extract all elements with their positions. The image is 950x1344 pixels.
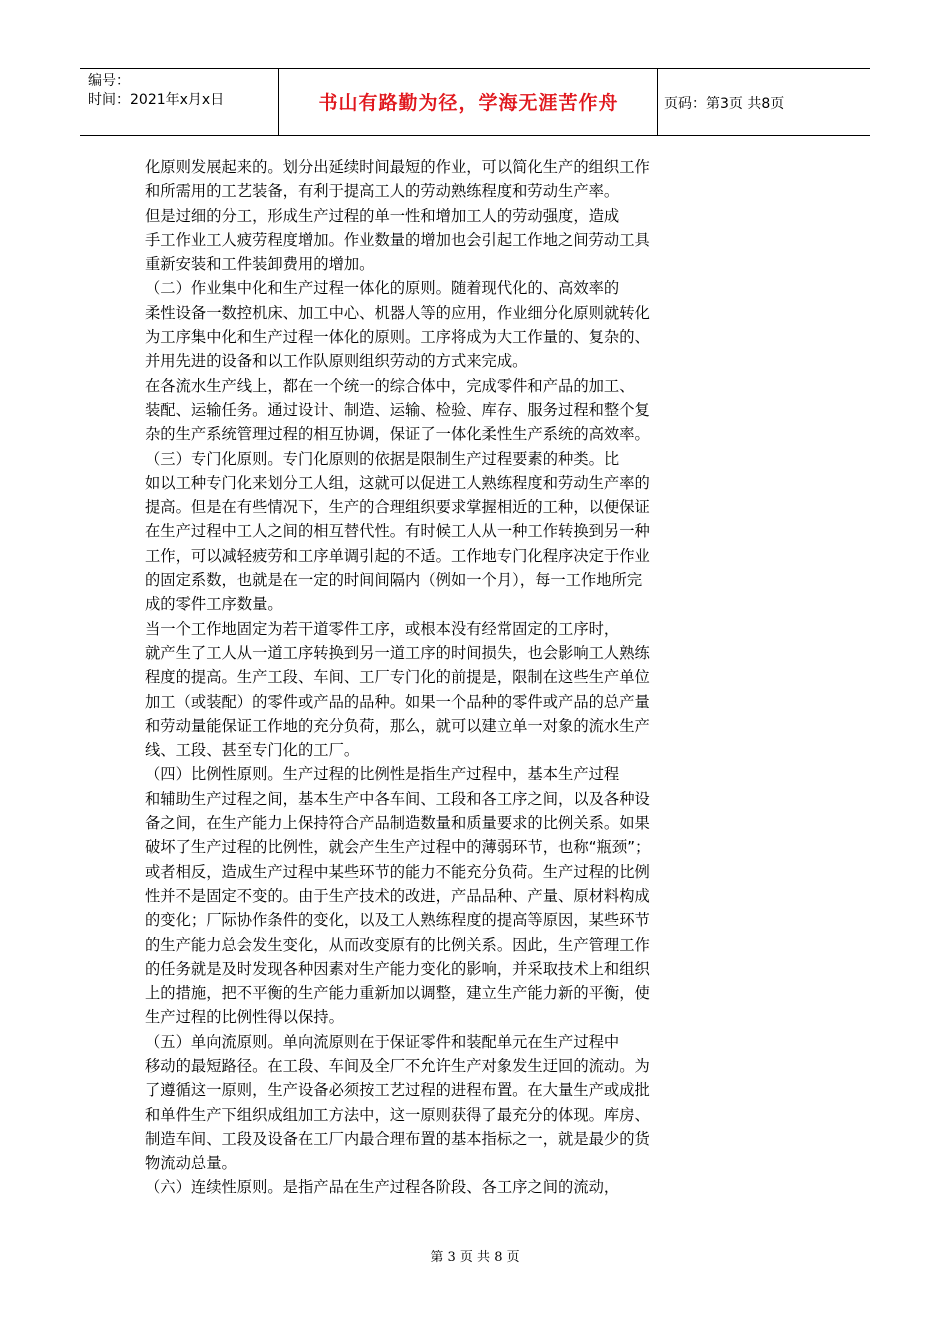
text-line: 和所需用的工艺装备，有利于提高工人的劳动熟练程度和劳动生产率。 xyxy=(145,182,620,201)
header-bottom-rule xyxy=(80,135,870,136)
text-line: （二）作业集中化和生产过程一体化的原则。随着现代化的、高效率的 xyxy=(145,279,620,298)
text-line: 破坏了生产过程的比例性，就会产生生产过程中的薄弱环节，也称“瓶颈”； xyxy=(145,838,651,857)
header-divider-right xyxy=(657,68,658,135)
text-line: 的变化；厂际协作条件的变化，以及工人熟练程度的提高等原因，某些环节 xyxy=(145,911,650,930)
text-line: 的生产能力总会发生变化，从而改变原有的比例关系。因此，生产管理工作 xyxy=(145,935,650,954)
document-body xyxy=(145,155,795,1200)
text-line: 如以工种专门化来划分工人组，这就可以促进工人熟练程度和劳动生产率的 xyxy=(145,473,650,492)
text-line: 了遵循这一原则，生产设备必须按工艺过程的进程布置。在大量生产或成批 xyxy=(145,1081,650,1100)
text-line: 程度的提高。生产工段、车间、工厂专门化的前提是，限制在这些生产单位 xyxy=(145,668,650,687)
text-line: 化原则发展起来的。划分出延续时间最短的作业，可以简化生产的组织工作 xyxy=(145,158,650,176)
text-line: 的任务就是及时发现各种因素对生产能力变化的影响，并采取技术上和组织 xyxy=(145,959,650,978)
header-motto: 书山有路勤为径，学海无涯苦作舟 xyxy=(318,92,619,114)
text-line: （六）连续性原则。是指产品在生产过程各阶段、各工序之间的流动， xyxy=(145,1178,620,1197)
text-line: 和单件生产下组织成组加工方法中，这一原则获得了最充分的体现。库房、 xyxy=(145,1105,650,1124)
text-line: （五）单向流原则。单向流原则在于保证零件和装配单元在生产过程中 xyxy=(145,1032,620,1051)
text-line: 生产过程的比例性得以保持。 xyxy=(145,1008,344,1027)
text-line: 加工（或装配）的零件或产品的品种。如果一个品种的零件或产品的总产量 xyxy=(145,692,650,711)
header-meta xyxy=(88,72,224,110)
page-footer: 第 3 页 共 8 页 xyxy=(430,1250,520,1265)
text-line: （三）专门化原则。专门化原则的依据是限制生产过程要素的种类。比 xyxy=(145,449,620,468)
document-code-label: 编号： xyxy=(88,73,130,89)
text-line: 和辅助生产过程之间，基本生产中各车间、工段和各工序之间，以及各种设 xyxy=(145,789,650,808)
text-line: 上的措施，把不平衡的生产能力重新加以调整，建立生产能力新的平衡，使 xyxy=(145,984,650,1003)
text-line: 提高。但是在有些情况下，生产的合理组织要求掌握相近的工种，以便保证 xyxy=(145,498,650,517)
text-line: 但是过细的分工，形成生产过程的单一性和增加工人的劳动强度，造成 xyxy=(145,206,620,225)
text-line: 性并不是固定不变的。由于生产技术的改进，产品品种、产量、原材料构成 xyxy=(145,886,650,905)
text-line: 装配、运输任务。通过设计、制造、运输、检验、库存、服务过程和整个复 xyxy=(145,400,650,419)
text-line: 为工序集中化和生产过程一体化的原则。工序将成为大工作量的、复杂的、 xyxy=(145,328,650,347)
text-line: 柔性设备一数控机床、加工中心、机器人等的应用，作业细分化原则就转化 xyxy=(145,303,650,322)
text-line: 手工作业工人疲劳程度增加。作业数量的增加也会引起工作地之间劳动工具 xyxy=(145,230,650,249)
text-line: 的固定系数，也就是在一定的时间间隔内（例如一个月），每一工作地所完 xyxy=(145,571,643,590)
text-line: 物流动总量。 xyxy=(145,1154,237,1173)
text-line: 重新安装和工件装卸费用的增加。 xyxy=(145,255,375,274)
header-divider-left xyxy=(278,68,279,135)
text-line: 移动的最短路径。在工段、车间及全厂不允许生产对象发生迂回的流动。为 xyxy=(145,1056,650,1075)
text-line: 工作，可以减轻疲劳和工序单调引起的不适。工作地专门化程序决定于作业 xyxy=(145,546,650,565)
text-line: 或者相反，造成生产过程中某些环节的能力不能充分负荷。生产过程的比例 xyxy=(145,862,650,881)
text-line: 就产生了工人从一道工序转换到另一道工序的时间损失，也会影响工人熟练 xyxy=(145,643,650,662)
text-line: 当一个工作地固定为若干道零件工序，或根本没有经常固定的工序时， xyxy=(145,619,620,638)
header-top-rule xyxy=(80,68,870,69)
text-line: （四）比例性原则。生产过程的比例性是指生产过程中，基本生产过程 xyxy=(145,765,620,784)
text-line: 并用先进的设备和以工作队原则组织劳动的方式来完成。 xyxy=(145,352,528,371)
header-page-info: 页码：第3页 共8页 xyxy=(664,96,785,112)
document-date: 时间：2021年x月x日 xyxy=(88,92,225,108)
text-line: 成的零件工序数量。 xyxy=(145,595,283,614)
text-line: 在各流水生产线上，都在一个统一的综合体中，完成零件和产品的加工、 xyxy=(145,376,635,395)
text-line: 制造车间、工段及设备在工厂内最合理布置的基本指标之一，就是最少的货 xyxy=(145,1129,650,1148)
text-line: 备之间，在生产能力上保持符合产品制造数量和质量要求的比例关系。如果 xyxy=(145,814,650,833)
text-line: 线、工段、甚至专门化的工厂。 xyxy=(145,741,360,760)
text-line: 在生产过程中工人之间的相互替代性。有时候工人从一种工作转换到另一种 xyxy=(145,522,650,541)
text-line: 和劳动量能保证工作地的充分负荷，那么，就可以建立单一对象的流水生产 xyxy=(145,716,650,735)
text-line: 杂的生产系统管理过程的相互协调，保证了一体化柔性生产系统的高效率。 xyxy=(145,425,650,444)
